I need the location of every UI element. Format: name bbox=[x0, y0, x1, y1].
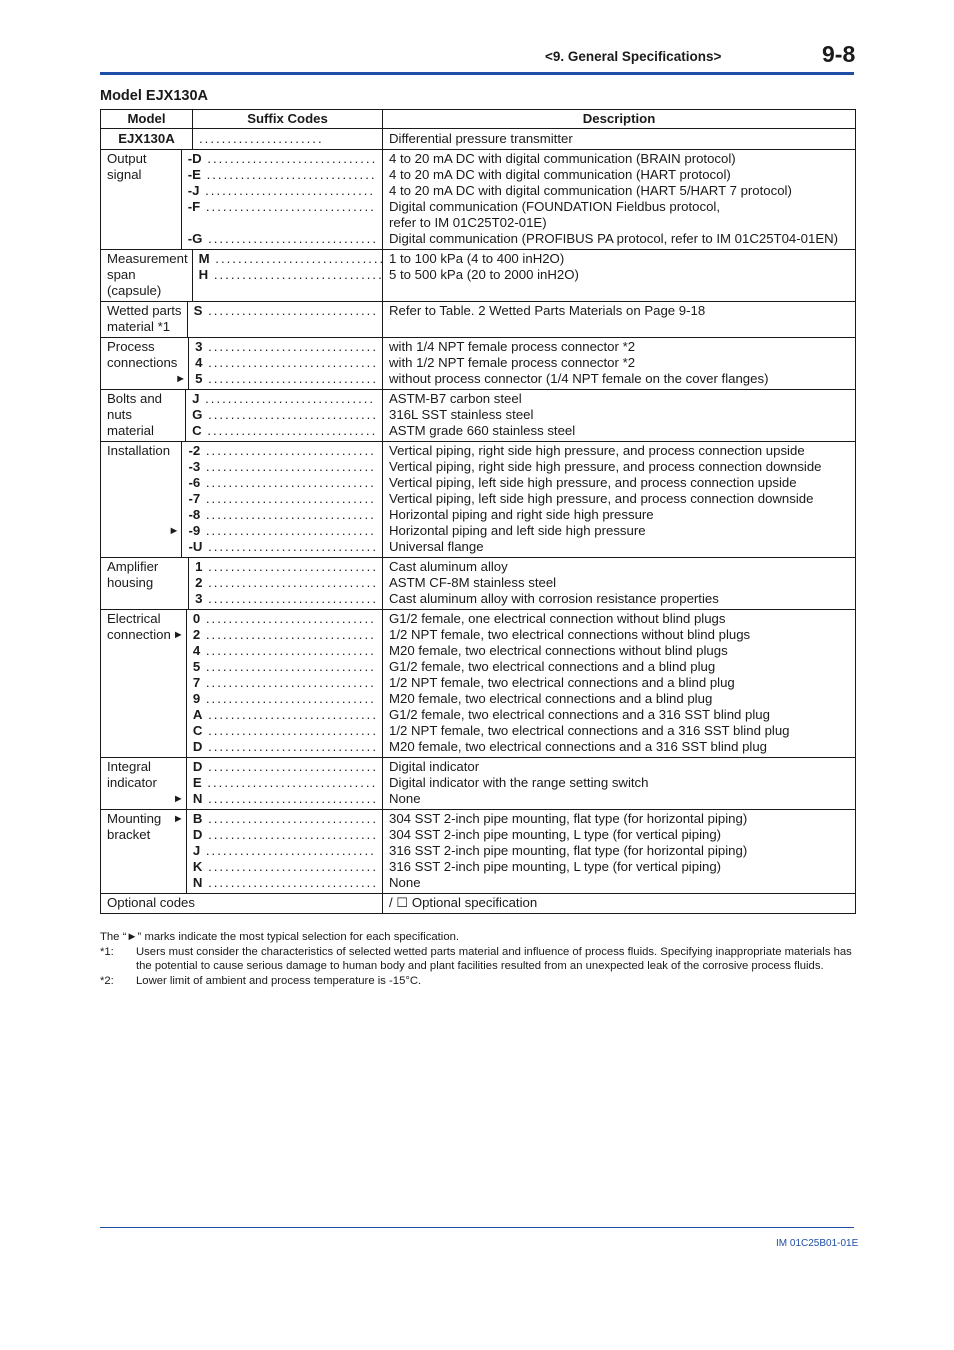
suffix-code-item bbox=[193, 759, 378, 775]
optional-codes-description: / ☐ Optional specification bbox=[383, 894, 856, 914]
leader-dots: .............................. bbox=[202, 707, 378, 722]
description-line: 4 to 20 mA DC with digital communication (HART protocol) bbox=[389, 167, 731, 182]
document-id: IM 01C25B01-01E bbox=[776, 1238, 859, 1249]
leader-dots: .............................. bbox=[200, 167, 377, 182]
optional-codes-label: Optional codes bbox=[101, 894, 383, 914]
suffix-code-item bbox=[188, 167, 378, 183]
suffix-codes bbox=[188, 558, 382, 609]
group-description bbox=[383, 150, 856, 250]
group-description bbox=[383, 338, 856, 390]
leader-dots: .............................. bbox=[202, 739, 378, 754]
suffix-code-item bbox=[193, 827, 378, 843]
group-label-line: span (capsule) bbox=[107, 267, 162, 298]
suffix-code: 7 bbox=[192, 675, 201, 690]
description-line: 316 SST 2-inch pipe mounting, L type (for vertical piping) bbox=[389, 859, 722, 874]
page-number: 9-8 bbox=[822, 41, 856, 67]
suffix-code: E bbox=[192, 775, 202, 790]
header-rule bbox=[100, 72, 854, 75]
suffix-code: -J bbox=[187, 183, 200, 198]
suffix-code: 5 bbox=[192, 659, 201, 674]
group-description bbox=[383, 302, 856, 338]
suffix-code: -U bbox=[188, 539, 203, 554]
spec-group-row bbox=[101, 810, 856, 894]
suffix-code: -8 bbox=[188, 507, 201, 522]
suffix-code: D bbox=[192, 759, 203, 774]
suffix-code-item bbox=[168, 523, 378, 539]
suffix-code-item bbox=[193, 707, 378, 723]
description-line: 316L SST stainless steel bbox=[389, 407, 534, 422]
typical-selection-marker-icon: ► bbox=[172, 793, 184, 805]
suffix-codes bbox=[172, 758, 382, 809]
description-line: Digital indicator with the range setting switch bbox=[389, 775, 649, 790]
leader-dots: .............................. bbox=[200, 475, 376, 490]
suffix-code-item bbox=[193, 723, 378, 739]
description-line: Cast aluminum alloy bbox=[389, 559, 508, 574]
suffix-code-item bbox=[195, 559, 378, 575]
group-label bbox=[101, 442, 181, 557]
leader-dots: .............................. bbox=[202, 559, 378, 574]
leader-dots: .............................. bbox=[202, 791, 378, 806]
suffix-code: 2 bbox=[195, 575, 203, 590]
footnote-1 bbox=[100, 945, 860, 974]
spec-group-row bbox=[101, 250, 856, 302]
leader-dots: .............................. bbox=[200, 507, 376, 522]
leader-dots: .............................. bbox=[202, 723, 378, 738]
description-line: 1/2 NPT female, two electrical connections and a 316 SST blind plug bbox=[389, 723, 790, 738]
suffix-code-item bbox=[188, 231, 378, 247]
suffix-code: 4 bbox=[195, 355, 203, 370]
leader-dots: .............................. bbox=[202, 355, 378, 370]
group-label bbox=[101, 250, 192, 301]
suffix-code-item bbox=[188, 183, 378, 199]
suffix-code: -G bbox=[187, 231, 203, 246]
footnote-key: *1: bbox=[100, 945, 114, 958]
leader-dots: .............................. bbox=[202, 539, 378, 554]
group-label bbox=[101, 302, 187, 337]
suffix-code: N bbox=[192, 875, 203, 890]
suffix-code: 5 bbox=[195, 371, 203, 386]
group-label-line: Bolts and nuts bbox=[107, 391, 162, 422]
leader-dots: .............................. bbox=[200, 459, 376, 474]
table-header-row bbox=[101, 110, 856, 129]
group-label-line: Output bbox=[107, 151, 147, 166]
suffix-code: C bbox=[192, 423, 202, 438]
description-line: Digital communication (FOUNDATION Fieldbus protocol, bbox=[389, 199, 721, 214]
leader-dots: .............................. bbox=[202, 859, 378, 874]
suffix-code-item bbox=[193, 739, 378, 755]
description-line: Vertical piping, right side high pressure, and process connection downside bbox=[389, 459, 822, 474]
suffix-code-item bbox=[193, 843, 378, 859]
leader-dots: .............................. bbox=[200, 443, 376, 458]
group-description bbox=[383, 810, 856, 894]
suffix-code-item bbox=[195, 591, 378, 607]
suffix-code: 3 bbox=[195, 591, 203, 606]
suffix-code: -D bbox=[187, 151, 202, 166]
spec-group-row bbox=[101, 558, 856, 610]
description-column-header: Description bbox=[383, 110, 856, 129]
description-line: M20 female, two electrical connections and a 316 SST blind plug bbox=[389, 739, 768, 754]
group-label bbox=[101, 390, 185, 441]
group-label-line: Measurement bbox=[107, 251, 188, 266]
suffix-codes bbox=[172, 610, 382, 757]
suffix-code: 2 bbox=[192, 627, 201, 642]
spec-group-row bbox=[101, 610, 856, 758]
suffix-code-item bbox=[172, 627, 378, 643]
spec-group-row bbox=[101, 302, 856, 338]
suffix-code-item bbox=[188, 443, 378, 459]
group-description bbox=[383, 558, 856, 610]
leader-dots: .............................. bbox=[201, 775, 378, 790]
description-line: 5 to 500 kPa (20 to 2000 inH2O) bbox=[389, 267, 579, 282]
suffix-code-item bbox=[192, 407, 378, 423]
leader-dots: .............................. bbox=[202, 811, 378, 826]
suffix-code: S bbox=[193, 303, 203, 318]
leader-dots: .............................. bbox=[208, 267, 384, 282]
suffix-codes bbox=[181, 150, 382, 249]
suffix-code: A bbox=[192, 707, 203, 722]
description-line: 304 SST 2-inch pipe mounting, flat type (for horizontal piping) bbox=[389, 811, 748, 826]
suffix-code: H bbox=[198, 267, 209, 282]
spec-group-row bbox=[101, 338, 856, 390]
suffix-code-item bbox=[188, 475, 378, 491]
description-line: Horizontal piping and left side high pressure bbox=[389, 523, 646, 538]
group-label bbox=[101, 558, 188, 609]
description-line: without process connector (1/4 NPT female on the cover flanges) bbox=[389, 371, 769, 386]
group-label-line: signal bbox=[107, 167, 142, 182]
footnote-text: Lower limit of ambient and process temperature is -15°C. bbox=[136, 974, 422, 987]
suffix-code-item bbox=[193, 643, 378, 659]
footnote-key: *2: bbox=[100, 974, 114, 987]
leader-dots: .............................. bbox=[200, 643, 376, 658]
suffix-codes bbox=[172, 810, 382, 893]
footnote-intro: The “►” marks indicate the most typical selection for each specification. bbox=[100, 931, 460, 943]
typical-selection-marker-icon: ► bbox=[175, 373, 186, 385]
description-line: Digital indicator bbox=[389, 759, 480, 774]
description-line: with 1/4 NPT female process connector *2 bbox=[389, 339, 636, 354]
suffix-code-item bbox=[188, 491, 378, 507]
description-line: G1/2 female, two electrical connections and a 316 SST blind plug bbox=[389, 707, 770, 722]
leader-dots: .............................. bbox=[200, 491, 376, 506]
spec-group-row bbox=[101, 758, 856, 810]
suffix-code: -3 bbox=[188, 459, 201, 474]
spec-group-row bbox=[101, 442, 856, 558]
suffix-code: 1 bbox=[195, 559, 203, 574]
footer-rule bbox=[100, 1227, 854, 1228]
footnote-2 bbox=[100, 974, 860, 989]
suffix-code: 3 bbox=[195, 339, 203, 354]
suffix-codes bbox=[168, 442, 382, 557]
suffix-column-header: Suffix Codes bbox=[192, 110, 382, 128]
description-line: Vertical piping, right side high pressure, and process connection upside bbox=[389, 443, 805, 458]
model-column-header: Model bbox=[127, 111, 166, 126]
suffix-code-item bbox=[175, 371, 378, 387]
suffix-code: K bbox=[192, 859, 203, 874]
typical-selection-marker-icon: ► bbox=[168, 525, 180, 537]
suffix-code: G bbox=[192, 407, 203, 422]
suffix-code: -F bbox=[187, 199, 201, 214]
leader-dots: .............................. bbox=[200, 199, 376, 214]
suffix-code: 9 bbox=[192, 691, 201, 706]
group-description bbox=[383, 250, 856, 302]
description-line: None bbox=[389, 791, 421, 806]
spec-group-row bbox=[101, 390, 856, 442]
suffix-code-item bbox=[192, 423, 378, 439]
typical-selection-marker-icon: ► bbox=[172, 813, 184, 825]
leader-dots: .............................. bbox=[199, 183, 376, 198]
suffix-code-item bbox=[193, 775, 378, 791]
suffix-code: M bbox=[198, 251, 210, 266]
leader-dots: .............................. bbox=[200, 675, 376, 690]
suffix-code-item bbox=[192, 391, 378, 407]
typical-selection-marker-icon: ► bbox=[172, 629, 184, 641]
description-line: Cast aluminum alloy with corrosion resistance properties bbox=[389, 591, 719, 606]
leader-dots: .............................. bbox=[202, 827, 378, 842]
description-line: M20 female, two electrical connections without blind plugs bbox=[389, 643, 728, 658]
suffix-code-item bbox=[194, 319, 378, 335]
suffix-code-item bbox=[193, 675, 378, 691]
leader-dots: .............................. bbox=[202, 575, 378, 590]
suffix-code-item bbox=[188, 199, 378, 215]
leader-dots: .............................. bbox=[202, 339, 378, 354]
leader-dots: .............................. bbox=[200, 691, 376, 706]
description-line: M20 female, two electrical connections and a blind plug bbox=[389, 691, 713, 706]
page-title: Model EJX130A bbox=[100, 88, 208, 104]
leader-dots: .............................. bbox=[202, 759, 378, 774]
group-description bbox=[383, 610, 856, 758]
suffix-code-item bbox=[195, 339, 378, 355]
description-line: ASTM CF-8M stainless steel bbox=[389, 575, 557, 590]
group-label-line: Wetted parts bbox=[107, 303, 182, 318]
group-label-line: Mounting bracket bbox=[107, 811, 162, 842]
suffix-code-item bbox=[193, 691, 378, 707]
section-header: <9. General Specifications> bbox=[545, 49, 722, 64]
description-line: None bbox=[389, 875, 421, 890]
description-line: 1 to 100 kPa (4 to 400 inH2O) bbox=[389, 251, 565, 266]
group-label-line: Integral indicator bbox=[107, 759, 157, 790]
group-label bbox=[101, 150, 181, 249]
suffix-code-item bbox=[193, 875, 378, 891]
description-line: Digital communication (PROFIBUS PA protocol, refer to IM 01C25T04-01EN) bbox=[389, 231, 839, 246]
suffix-code-item bbox=[172, 791, 378, 807]
suffix-codes bbox=[187, 302, 382, 337]
description-line: Vertical piping, left side high pressure, and process connection downside bbox=[389, 491, 814, 506]
suffix-code: -E bbox=[187, 167, 201, 182]
description-line: 4 to 20 mA DC with digital communication (BRAIN protocol) bbox=[389, 151, 736, 166]
suffix-code: -7 bbox=[188, 491, 201, 506]
suffix-code-item bbox=[194, 303, 378, 319]
leader-dots: .............................. bbox=[202, 875, 378, 890]
suffix-code-item bbox=[199, 267, 386, 283]
suffix-code-item bbox=[193, 659, 378, 675]
leader-dots: .............................. bbox=[201, 151, 378, 166]
description-line: 4 to 20 mA DC with digital communication (HART 5/HART 7 protocol) bbox=[389, 183, 792, 198]
footnote-text: Users must consider the characteristics of selected wetted parts material and influence of process fluids. Specifying inappropriate materials has the potential to cause serious damage to human body and plant facilities resulted from an unexpected leak of the corrosive process fluids. bbox=[136, 945, 852, 972]
suffix-code: 0 bbox=[192, 611, 201, 626]
optional-codes-row bbox=[101, 894, 856, 914]
leader-dots: .............................. bbox=[200, 659, 376, 674]
description-line: G1/2 female, two electrical connections and a blind plug bbox=[389, 659, 716, 674]
description-line: refer to IM 01C25T02-01E) bbox=[389, 215, 547, 230]
description-line: Vertical piping, left side high pressure, and process connection upside bbox=[389, 475, 797, 490]
model-code: EJX130A bbox=[118, 131, 175, 146]
description-line: with 1/2 NPT female process connector *2 bbox=[389, 355, 636, 370]
leader-dots: .............................. bbox=[202, 303, 378, 318]
leader-dots: .............................. bbox=[199, 391, 376, 406]
group-label-line: material *1 bbox=[107, 319, 171, 334]
suffix-code: B bbox=[192, 811, 203, 826]
spec-group-row bbox=[101, 150, 856, 250]
footnotes bbox=[100, 930, 860, 988]
suffix-code: -6 bbox=[188, 475, 201, 490]
description-line: G1/2 female, one electrical connection without blind plugs bbox=[389, 611, 726, 626]
description-line: Refer to Table. 2 Wetted Parts Materials on Page 9-18 bbox=[389, 303, 706, 318]
suffix-code-item bbox=[188, 507, 378, 523]
leader-dots: .............................. bbox=[209, 251, 386, 266]
leader-dots: .............................. bbox=[202, 371, 378, 386]
description-line: Horizontal piping and right side high pressure bbox=[389, 507, 654, 522]
description-line: 316 SST 2-inch pipe mounting, flat type (for horizontal piping) bbox=[389, 843, 748, 858]
suffix-code-item bbox=[195, 355, 378, 371]
suffix-code: 4 bbox=[192, 643, 201, 658]
group-label-line: Installation bbox=[107, 443, 171, 458]
description-line: 304 SST 2-inch pipe mounting, L type (for vertical piping) bbox=[389, 827, 722, 842]
suffix-code-item bbox=[188, 151, 378, 167]
suffix-code-item bbox=[195, 575, 378, 591]
group-label-line: material bbox=[107, 423, 154, 438]
description-line: ASTM grade 660 stainless steel bbox=[389, 423, 576, 438]
leader-dots: .............................. bbox=[200, 843, 376, 858]
model-spec-table bbox=[100, 109, 856, 914]
suffix-code-item bbox=[188, 539, 378, 555]
group-label-line: connections bbox=[107, 355, 178, 370]
suffix-codes bbox=[185, 390, 382, 441]
group-description bbox=[383, 390, 856, 442]
leader-dots: .............................. bbox=[201, 423, 378, 438]
suffix-code-item bbox=[188, 215, 378, 231]
suffix-code: -9 bbox=[188, 523, 201, 538]
leader-dots: .............................. bbox=[202, 407, 378, 422]
suffix-code: C bbox=[192, 723, 203, 738]
suffix-codes bbox=[192, 250, 390, 301]
leader-dots: .............................. bbox=[200, 523, 376, 538]
suffix-code-item bbox=[193, 611, 378, 627]
suffix-code-item bbox=[172, 811, 378, 827]
suffix-code: D bbox=[192, 739, 203, 754]
suffix-codes bbox=[175, 338, 382, 389]
suffix-code: J bbox=[192, 843, 201, 858]
group-label-line: Amplifier housing bbox=[107, 559, 159, 590]
suffix-code-item bbox=[188, 459, 378, 475]
model-dots: ...................... bbox=[192, 129, 382, 149]
description-line: Universal flange bbox=[389, 539, 484, 554]
model-row bbox=[101, 129, 856, 150]
leader-dots: .............................. bbox=[200, 627, 376, 642]
suffix-code: -2 bbox=[188, 443, 201, 458]
suffix-code: J bbox=[192, 391, 200, 406]
description-line bbox=[389, 319, 850, 335]
description-line: 1/2 NPT female, two electrical connections without blind plugs bbox=[389, 627, 751, 642]
description-line: 1/2 NPT female, two electrical connections and a blind plug bbox=[389, 675, 735, 690]
suffix-code-item bbox=[199, 251, 386, 267]
model-description: Differential pressure transmitter bbox=[383, 129, 856, 150]
leader-dots: .............................. bbox=[200, 611, 376, 626]
suffix-code: N bbox=[192, 791, 203, 806]
leader-dots: .............................. bbox=[202, 591, 378, 606]
leader-dots: .............................. bbox=[202, 231, 378, 246]
description-line: ASTM-B7 carbon steel bbox=[389, 391, 522, 406]
group-description bbox=[383, 442, 856, 558]
suffix-code-item bbox=[193, 859, 378, 875]
group-label-line: Process bbox=[107, 339, 155, 354]
group-label-line: Electrical connection bbox=[107, 611, 171, 642]
group-description bbox=[383, 758, 856, 810]
suffix-code: D bbox=[192, 827, 203, 842]
